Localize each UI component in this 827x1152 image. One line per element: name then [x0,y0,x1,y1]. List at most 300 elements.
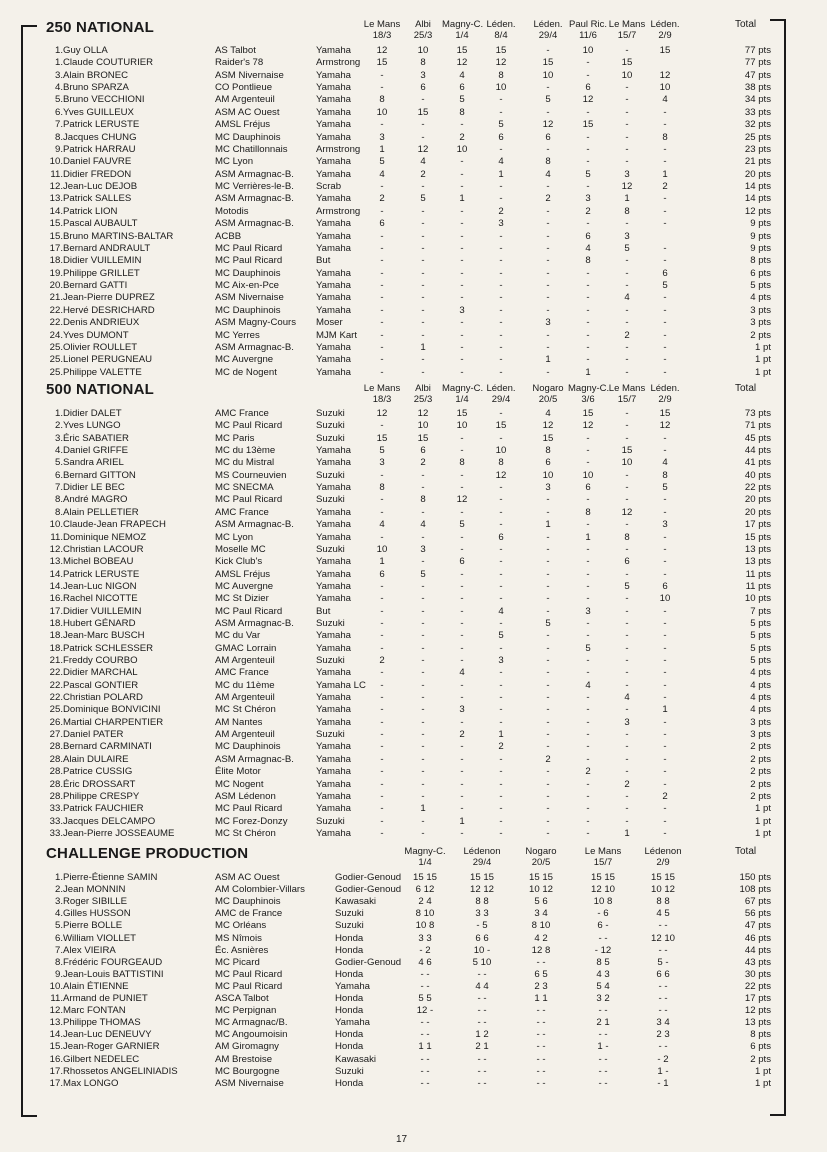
race-points: 4 6 [418,956,432,968]
rider-name: Jean-Luc DENEUVY [63,1029,152,1041]
race-points: - [546,803,550,815]
race-points: - [421,218,425,230]
total-points: 4 pts [750,704,771,716]
club-name: MC Bourgogne [215,1065,280,1077]
motorcycle-make: Yamaha [316,630,352,642]
race-header [481,383,521,405]
race-points: 8 [379,482,385,494]
total-header: Total [735,846,757,857]
race-points: 1 [379,556,385,568]
rider-name: Bruno VECCHIONI [63,94,145,106]
race-points: - [663,778,667,790]
race-points: - 2 [657,1053,669,1065]
rider-rank: 13. [49,193,63,205]
motorcycle-make: Yamaha [316,193,352,205]
motorcycle-make: Godier-Genoud [335,956,402,968]
motorcycle-make: But [316,255,331,267]
race-points: 1 1 [418,1041,432,1053]
motorcycle-make: Yamaha [316,593,352,605]
race-points: - [586,69,590,81]
race-points: 1 [545,354,551,366]
race-points: - [460,482,464,494]
rider-name: Sandra ARIEL [63,457,124,469]
race-points: 3 [379,457,385,469]
race-points: - [625,255,629,267]
race-points: - [499,329,503,341]
total-points: 2 pts [750,1053,771,1065]
race-points: - - [598,1077,608,1089]
race-points: - - [420,1077,430,1089]
total-points: 22 pts [744,980,771,992]
club-name: CO Pontlieue [215,82,273,94]
race-points: - [380,329,384,341]
race-header [362,19,402,41]
rider-name: Patrick LERUSTE [63,568,140,580]
club-name: MC du Var [215,630,261,642]
race-points: 10 [621,457,633,469]
race-points: 12 - [416,1005,434,1017]
standings-row [0,981,827,993]
race-points: 6 [379,218,385,230]
total-points: 45 pts [744,432,771,444]
race-points: - [460,580,464,592]
race-points: - [460,630,464,642]
race-points: 2 1 [475,1041,489,1053]
rider-rank: 1. [54,45,63,56]
club-name: MC Paul Ricard [215,255,283,267]
rider-rank: 25. [49,366,63,378]
standings-row [0,367,827,379]
club-name: Éc. Asnières [215,944,269,956]
total-points: 4 pts [750,292,771,304]
race-points: 15 [495,420,507,432]
race-points: - [586,790,590,802]
race-points: - [380,304,384,316]
club-name: ASM Nivernaise [215,69,284,81]
race-date: 2/9 [656,857,670,868]
race-points: 3 [459,704,465,716]
motorcycle-make: Yamaha [316,94,352,106]
standings-row [0,70,827,82]
motorcycle-make: Yamaha [316,667,352,679]
total-points: 32 pts [744,119,771,131]
club-name: MC Nogent [215,778,264,790]
race-points: - [421,741,425,753]
race-points: - [460,506,464,518]
race-name: Nogaro [525,846,557,857]
race-points: - [380,803,384,815]
motorcycle-make: Yamaha [316,778,352,790]
race-points: - [421,790,425,802]
rider-rank: 16. [49,1053,63,1065]
race-points: 12 [582,94,594,106]
motorcycle-make: Suzuki [316,494,345,506]
race-points: 3 [545,317,551,329]
section-title: CHALLENGE PRODUCTION [46,845,249,862]
race-name: Lédenon [644,846,682,857]
rider-name: Alain ÉTIENNE [63,980,129,992]
race-points: - [625,655,629,666]
standings-row [0,280,827,292]
total-points: 6 pts [750,1041,771,1053]
race-points: - - [536,1077,546,1089]
standings-row [0,729,827,741]
rider-name: Alain DULAIRE [63,753,129,765]
race-header [528,383,568,405]
motorcycle-make: Yamaha [316,790,352,802]
rider-name: Jean-Pierre JOSSEAUME [63,827,175,839]
race-points: 12 [417,143,429,155]
race-points: - [421,366,425,378]
club-name: ASM Armagnac-B. [215,617,294,629]
race-points: 6 [379,568,385,580]
rider-name: Didier FREDON [63,168,132,180]
race-header [442,383,482,405]
rider-rank: 10. [49,980,63,992]
race-points: - [546,580,550,592]
club-name: MC Auvergne [215,354,274,366]
standings-row [0,482,827,494]
standings-row [0,532,827,544]
race-points: - [499,556,503,568]
club-name: MC St Chéron [215,827,276,839]
race-name: Le Mans [584,846,622,857]
rider-rank: 13. [49,1017,63,1029]
standings-row [0,933,827,945]
rider-name: Rhossetos ANGELINIADIS [63,1065,178,1077]
race-points: 6 [545,131,551,143]
club-name: ASM Armagnac-B. [215,193,294,205]
motorcycle-make: Yamaha [316,230,352,242]
race-points: 2 [662,790,668,802]
rider-rank: 13. [49,556,63,568]
motorcycle-make: Honda [335,944,364,956]
motorcycle-make: Suzuki [316,617,345,629]
race-points: - [586,692,590,704]
rider-rank: 22. [49,317,63,329]
race-header [442,19,482,41]
race-points: - [625,432,629,444]
race-points: 5 [498,630,504,642]
motorcycle-make: Yamaha [316,242,352,254]
rider-rank: 27. [49,729,63,741]
race-header [607,19,647,41]
race-points: 1 [420,803,426,815]
total-points: 1 pt [754,1077,771,1089]
race-points: - - [536,1029,546,1041]
race-points: - - [536,1065,546,1077]
total-points: 44 pts [744,944,771,956]
race-points: - - [477,993,487,1004]
race-points: - [586,106,590,118]
race-points: - [586,57,590,69]
club-name: MC Picard [215,956,260,968]
race-points: - [663,242,667,254]
total-points: 13 pts [744,556,771,568]
rider-rank: 14. [49,580,63,592]
race-header [638,846,688,868]
rider-name: Philippe VALETTE [63,366,142,378]
rider-rank: 4. [54,82,63,94]
motorcycle-make: Yamaha [316,568,352,580]
standings-row [0,872,827,884]
motorcycle-make: Yamaha [316,45,352,56]
race-points: - [625,82,629,94]
race-header [568,383,608,405]
motorcycle-make: Yamaha [316,82,352,94]
race-points: 6 5 [534,968,548,980]
race-points: - [380,753,384,765]
race-points: - - [598,1029,608,1041]
motorcycle-make: MJM Kart [316,329,358,341]
motorcycle-make: Yamaha [316,445,352,457]
race-points: - [460,827,464,839]
race-name: Paul Ric. [568,19,607,30]
race-points: 4 [662,94,668,106]
race-points: 8 [498,457,504,469]
race-points: - [663,205,667,217]
race-points: - [380,317,384,329]
race-points: - [499,568,503,580]
race-points: 10 [582,469,594,481]
rider-rank: 1. [54,872,63,883]
rider-rank: 14. [49,1029,63,1041]
race-points: 2 [379,655,385,666]
club-name: MC Lyon [215,156,254,168]
race-points: 15 15 [590,872,615,883]
race-points: - 6 [597,908,609,920]
rider-name: Guy OLLA [63,45,108,56]
race-points: 5 [585,642,591,654]
race-points: - - [420,1053,430,1065]
race-points: 12 12 [469,884,494,896]
race-points: - [421,704,425,716]
rider-name: Hervé DESRICHARD [63,304,155,316]
standings-row [0,606,827,618]
race-date: 1/4 [455,394,469,405]
club-name: MC Paul Ricard [215,980,283,992]
total-points: 40 pts [744,469,771,481]
race-points: 6 [498,131,504,143]
race-points: - - [420,980,430,992]
race-points: - [625,317,629,329]
rider-rank: 33. [49,803,63,815]
race-points: - [421,304,425,316]
rider-rank: 22. [49,667,63,679]
race-points: 5 [585,168,591,180]
race-points: - [380,255,384,267]
total-points: 1 pt [754,815,771,827]
race-points: - [625,803,629,815]
race-points: 6 [585,82,591,94]
motorcycle-make: Yamaha [316,556,352,568]
race-points: 10 [376,543,388,555]
race-points: - [380,82,384,94]
club-name: ASM Nivernaise [215,292,284,304]
race-points: 3 [585,605,591,617]
standings-row [0,1078,827,1090]
race-header [362,383,402,405]
race-points: 15 [495,45,507,56]
standings-row [0,581,827,593]
race-points: 3 [545,482,551,494]
standings-row [0,1017,827,1029]
rider-rank: 5. [54,94,63,106]
motorcycle-make: Godier-Genoud [335,872,402,883]
rider-rank: 22. [49,304,63,316]
race-points: - [586,568,590,580]
race-points: 3 2 [596,993,610,1004]
race-points: - [460,341,464,353]
race-points: - [546,230,550,242]
motorcycle-make: Scrab [316,181,342,193]
race-points: - [663,255,667,267]
race-points: - [586,317,590,329]
rider-name: Claude COUTURIER [63,57,154,69]
race-points: - [460,753,464,765]
race-points: - [546,494,550,506]
race-points: - [499,354,503,366]
race-points: - [421,753,425,765]
race-name: Léden. [486,383,516,394]
race-points: - [499,617,503,629]
rider-name: Didier MARCHAL [63,667,138,679]
race-points: - [421,605,425,617]
race-points: - [460,605,464,617]
rider-rank: 12. [49,1005,63,1017]
total-points: 2 pts [750,766,771,778]
rider-name: Jacques CHUNG [63,131,137,143]
race-date: 8/4 [494,30,508,41]
race-points: - [625,267,629,279]
total-points: 1 pt [754,827,771,839]
race-points: - [546,45,550,56]
rider-name: Daniel FAUVRE [63,156,132,168]
race-points: 12 [495,469,507,481]
standings-row [0,420,827,432]
total-points: 44 pts [744,445,771,457]
total-points: 77 pts [744,57,771,69]
standings-row [0,218,827,230]
standings-row [0,470,827,482]
total-points: 43 pts [744,956,771,968]
race-name: Magny-C. [442,383,484,394]
race-points: - [546,556,550,568]
race-points: - [460,531,464,543]
rider-rank: 5. [54,457,63,469]
race-points: - [625,304,629,316]
race-points: 1 [379,143,385,155]
race-points: - [586,704,590,716]
rider-name: Max LONGO [63,1077,119,1089]
total-points: 150 pts [739,872,771,883]
race-points: - [625,354,629,366]
race-points: 12 [659,69,671,81]
total-points: 12 pts [744,205,771,217]
race-points: - [663,304,667,316]
total-header: Total [735,19,757,30]
standings-row [0,445,827,457]
club-name: MC Yerres [215,329,260,341]
motorcycle-make: Yamaha [316,280,352,292]
race-points: 5 [498,119,504,131]
race-points: - [380,617,384,629]
race-points: - - [477,1017,487,1029]
standings-row [0,969,827,981]
race-name: Le Mans [608,19,646,30]
race-points: 1 - [597,1041,609,1053]
race-points: - [663,568,667,580]
race-points: - [421,556,425,568]
race-points: 1 [420,341,426,353]
race-points: - [499,280,503,292]
race-points: 15 15 [469,872,494,883]
race-points: 8 [624,531,630,543]
race-points: - [625,280,629,292]
rider-rank: 1. [54,408,63,419]
total-points: 22 pts [744,482,771,494]
motorcycle-make: Suzuki [335,1065,364,1077]
race-points: 3 3 [418,932,432,944]
rider-name: Lionel PERUGNEAU [63,354,153,366]
race-points: 4 4 [475,980,489,992]
race-points: 5 5 [418,993,432,1004]
race-points: 10 [456,420,468,432]
standings-row [0,884,827,896]
club-name: MC Forez-Donzy [215,815,288,827]
race-points: 12 [542,119,554,131]
race-points: - [586,304,590,316]
race-points: - [625,119,629,131]
club-name: MC du Mistral [215,457,275,469]
race-points: 2 [545,753,551,765]
rider-name: Bruno MARTINS-BALTAR [63,230,174,242]
race-points: 12 10 [590,884,615,896]
rider-rank: 4. [54,445,63,457]
club-name: Motodis [215,205,249,217]
race-points: - [546,242,550,254]
motorcycle-make: Honda [335,1041,364,1053]
race-points: - [546,741,550,753]
rider-rank: 9. [54,968,63,980]
race-points: - [421,827,425,839]
race-points: - [499,193,503,205]
race-points: - [380,827,384,839]
standings-row [0,1005,827,1017]
race-points: - [380,778,384,790]
motorcycle-make: Honda [335,993,364,1004]
race-name: Albi [415,383,431,394]
rider-name: Patrick HARRAU [63,143,136,155]
rider-rank: 33. [49,827,63,839]
rider-rank: 33. [49,815,63,827]
race-points: - [546,280,550,292]
club-name: AMC France [215,506,269,518]
club-name: Moselle MC [215,543,266,555]
total-points: 1 pt [754,341,771,353]
standings-row [0,1066,827,1078]
race-points: - [499,667,503,679]
standings-row [0,494,827,506]
race-points: 15 [621,445,633,457]
club-name: MC du 11ème [215,679,275,691]
race-points: - - [420,1065,430,1077]
race-points: - [663,827,667,839]
race-points: - [663,716,667,728]
standings-row [0,519,827,531]
race-points: - [499,292,503,304]
race-points: 5 [459,519,465,531]
